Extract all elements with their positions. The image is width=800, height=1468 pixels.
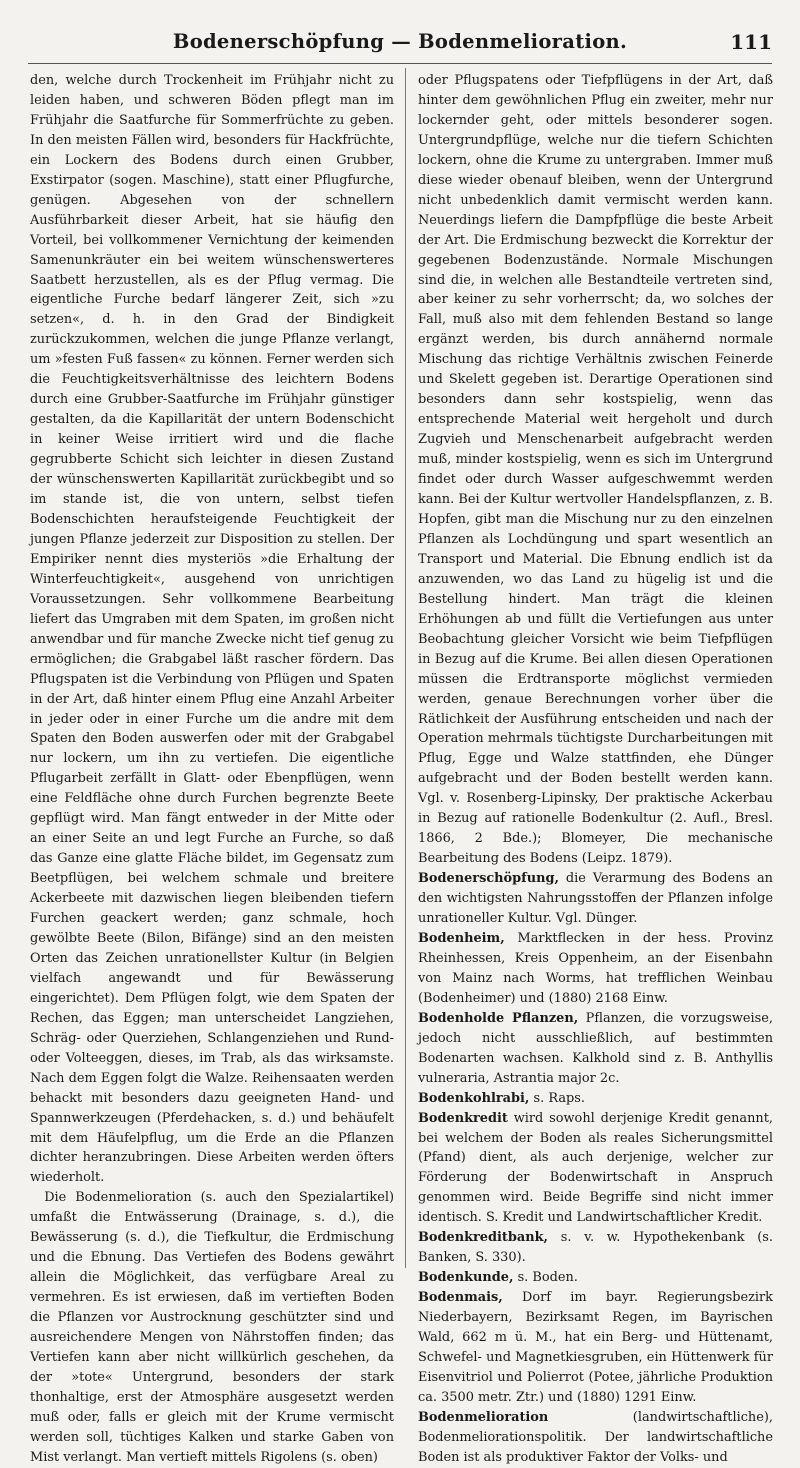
entry-lemma: Bodenheim, [418, 930, 505, 946]
entry-lemma: Bodenkunde, [418, 1270, 514, 1286]
entry-bodenholde-pflanzen [418, 1009, 773, 1089]
left-column [30, 71, 394, 1468]
entry-bodenheim [418, 929, 773, 1009]
entry-bodenkredit [418, 1109, 773, 1229]
entry-text: s. Boden. [513, 1270, 578, 1286]
header-rule [28, 63, 772, 64]
entry-lemma: Bodenerschöpfung, [418, 871, 559, 887]
entry-lemma: Bodenmelioration [418, 1409, 549, 1425]
entry-text: wird sowohl derjenige Kredit genannt, bei welchem der Boden als reales Sicherungsmittel (Pfand) dient, als auch derjenige, welcher zur Förderung der Bodenwirtschaft in Anspruch genommen wird. Beide Begriffe sind nicht immer identisch. S. Kredit und Landwirtschaftlicher Kredit. [418, 1110, 773, 1226]
entry-text: Pflanzen, die vorzugsweise, jedoch nicht ausschließlich, auf bestimmten Bodenarten wachsen. Kalkhold sind z. B. Anthyllis vulneraria, Astrantia major 2c. [418, 1010, 773, 1086]
column-divider [405, 68, 406, 1268]
entry-lemma: Bodenholde Pflanzen, [418, 1010, 579, 1026]
entry-text: (landwirtschaftliche), Bodenmeliorationspolitik. Der landwirtschaftliche Boden ist als produktiver Faktor der Volks- und [418, 1409, 773, 1465]
entry-bodenkreditbank [418, 1228, 773, 1268]
entry-text: Dorf im bayr. Regierungsbezirk Niederbayern, Bezirksamt Regen, im Bayrischen Wald, 662 m ü. M., hat ein Berg- und Hüttenamt, Schwefel- und Magnetkiesgruben, ein Hüttenwerk für Eisenvitriol und Polierrot (Potee, jährliche Produktion ca. 3500 metr. Ztr.) und (1880) 1291 Einw. [418, 1290, 773, 1405]
right-column [418, 71, 773, 1468]
entry-text: die Verarmung des Bodens an den wichtigsten Nahrungsstoffen der Pflanzen infolge unrationeller Kultur. Vgl. Dünger. [418, 871, 773, 927]
entry-text: s. Raps. [529, 1090, 585, 1106]
left-paragraph-1: den, welche durch Trockenheit im Frühjahr nicht zu leiden haben, und schweren Böden pflegt man im Frühjahr die Saatfurche für Sommerfrüchte zu geben. In den meisten Fällen wird, besonders für Hackfrüchte, ein Lockern des Bodens durch einen Grubber, Exstirpator (sogen. Maschine), statt einer Pflugfurche, genügen. Abgesehen von der schnellern Ausführbarkeit dieser Arbeit, hat sie häufig den Vorteil, bei vollkommener Vernichtung der keimenden Samenunkräuter ein bei weitem wünschenswerteres Saatbett herzustellen, als es der Pflug vermag. Die eigentliche Furche bedarf längerer Zeit, sich »zu setzen«, d. h. in den Grad der Bindigkeit zurückzukommen, welchen die junge Pflanze verlangt, um »festen Fuß fassen« zu können. Ferner werden sich die Feuchtigkeitsverhältnisse des leichtern Bodens durch eine Grubber-Saatfurche im Frühjahr günstiger gestalten, da die Kapillarität der untern Bodenschicht in keiner Weise irritiert wird und die flache gegrubberte Schicht sich leichter in diesen Zustand der wünschenswerten Kapillarität zurückbegibt und so im stande ist, die von untern, selbst tiefen Bodenschichten heraufsteigende Feuchtigkeit der jungen Pflanze jederzeit zur Disposition zu stellen. Der Empiriker nennt dies mysteriös »die Erhaltung der Winterfeuchtigkeit«, ausgehend von unrichtigen Voraussetzungen. Sehr vollkommene Bearbeitung liefert das Umgraben mit dem Spaten, im großen nicht anwendbar und für manche Zwecke nicht tief genug zu ermöglichen; die Grabgabel läßt rascher fördern. Das Pflugspaten ist die Verbindung von Pflügen und Spaten in der Art, daß hinter einem Pflug eine Anzahl Arbeiter in jeder oder in einer Furche um die andre mit dem Spaten den Boden auswerfen oder mit der Grabgabel nur lockern, um ihn zu vertiefen. Die eigentliche Pflugarbeit zerfällt in Glatt- oder Ebenpflügen, wenn eine Feldfläche ohne durch Furchen begrenzte Beete gepflügt wird. Man fängt entweder in der Mitte oder an einer Seite an und legt Furche an Furche, so daß das Ganze eine glatte Fläche bildet, im Gegensatz zum Beetpflügen, bei welchem schmale und breitere Ackerbeete mit dazwischen liegen bleibenden tiefern Furchen geackert werden; ganz schmale, hoch gewölbte Beete (Bilon, Bifänge) sind an den meisten Orten das Zeichen unrationellster Kultur (in Belgien vielfach angewandt und für Bewässerung eingerichtet). Dem Pflügen folgt, wie dem Spaten der Rechen, das Eggen; man unterscheidet Langziehen, Schräg- oder Querziehen, Schlangenziehen und Rund- oder Volteeggen, dieses, im Trab, als das wirksamste. Nach dem Eggen folgt die Walze. Reihensaaten werden behackt mit besonders dazu geeigneten Hand- und Spannwerkzeugen (Pferdehacken, s. d.) und behäufelt mit dem Häufelpflug, um die Erde an die Pflanzen dichter heranzubringen. Diese Arbeiten werden öfters wiederholt. [30, 73, 394, 1186]
entry-bodenmais [418, 1288, 773, 1408]
entry-lemma: Bodenkredit [418, 1110, 508, 1126]
running-title: Bodenerschöpfung — Bodenmelioration. [172, 30, 628, 53]
entry-bodenkohlrabi [418, 1089, 773, 1109]
page-header [28, 30, 772, 60]
right-paragraph-1: oder Pflugspatens oder Tiefpflügens in der Art, daß hinter dem gewöhnlichen Pflug ein zweiter, mehr nur lockernder geht, oder mittels besonderer sogen. Untergrundpflüge, welche nur die tiefern Schichten lockern, ohne die Krume zu untergraben. Immer muß diese wieder obenauf bleiben, wenn der Untergrund nicht unbedenklich damit vermischt werden kann. Neuerdings liefern die Dampfpflüge die beste Arbeit der Art. Die Erdmischung bezweckt die Korrektur der gegebenen Bodenzustände. Normale Mischungen sind die, in welchen alle Bestandteile vertreten sind, aber keiner zu sehr vorherrscht; da, wo solches der Fall, muß also mit dem fehlenden Bestand so lange ergänzt werden, bis durch annähernd normale Mischung das richtige Verhältnis zwischen Feinerde und Skelett gegeben ist. Derartige Operationen sind besonders dann sehr kostspielig, wenn das entsprechende Material weit hergeholt und durch Zugvieh und Menschenarbeit aufgebracht werden muß, minder kostspielig, wenn es sich im Untergrund findet oder durch Wasser aufgeschwemmt werden kann. Bei der Kultur wertvoller Handelspflanzen, z. B. Hopfen, gibt man die Mischung nur zu den einzelnen Pflanzen als Lochdüngung und spart wesentlich an Transport und Material. Die Ebnung endlich ist da anzuwenden, wo das Land zu hügelig ist und die Bestellung hindert. Man trägt die kleinen Erhöhungen ab und füllt die Vertiefungen aus unter Beobachtung gleicher Vorsicht wie beim Tiefpflügen in Bezug auf die Krume. Bei allen diesen Operationen müssen die Erdtransporte möglichst vermieden werden, genaue Berechnungen vorher über die Rätlichkeit der Ausführung entscheiden und nach der Operation mehrmals tüchtigste Durcharbeitungen mit Pflug, Egge und Walze stattfinden, ehe Dünger aufgebracht und der Boden bestellt werden kann. Vgl. v. Rosenberg-Lipinsky, Der praktische Ackerbau in Bezug auf rationelle Bodenkultur (2. Aufl., Bresl. 1866, 2 Bde.); Blomeyer, Die mechanische Bearbeitung des Bodens (Leipz. 1879). [418, 73, 773, 867]
entry-text: s. v. w. Hypothekenbank (s. Banken, S. 330). [418, 1230, 773, 1266]
entry-bodenerschoepfung [418, 869, 773, 929]
entry-lemma: Bodenkreditbank, [418, 1230, 549, 1246]
page-number: 111 [730, 30, 772, 54]
entry-lemma: Bodenkohlrabi, [418, 1090, 530, 1106]
entry-bodenkunde [418, 1268, 773, 1288]
entry-bodenmelioration [418, 1408, 773, 1468]
left-paragraph-2: Die Bodenmelioration (s. auch den Spezialartikel) umfaßt die Entwässerung (Drainage, s. d.), die Bewässerung (s. d.), die Tiefkultur, die Erdmischung und die Ebnung. Das Vertiefen des Bodens gewährt allein die Möglichkeit, das verfügbare Areal zu vermehren. Es ist erwiesen, daß im vertieften Boden die Pflanzen vor Austrocknung geschützter sind und ausreichendere Mengen von Nährstoffen finden; das Vertiefen kann aber nicht willkürlich geschehen, da der »tote« Untergrund, besonders der stark thonhaltige, erst der Atmosphäre ausgesetzt werden muß oder, falls er gleich mit der Krume vermischt werden soll, tüchtiges Kalken und starke Gaben von Mist verlangt. Man vertieft mittels Rigolens (s. oben) [30, 1190, 394, 1465]
entry-lemma: Bodenmais, [418, 1290, 503, 1306]
entry-text: Marktflecken in der hess. Provinz Rheinhessen, Kreis Oppenheim, an der Eisenbahn von Mainz nach Worms, hat trefflichen Weinbau (Bodenheimer) und (1880) 2168 Einw. [418, 930, 773, 1006]
